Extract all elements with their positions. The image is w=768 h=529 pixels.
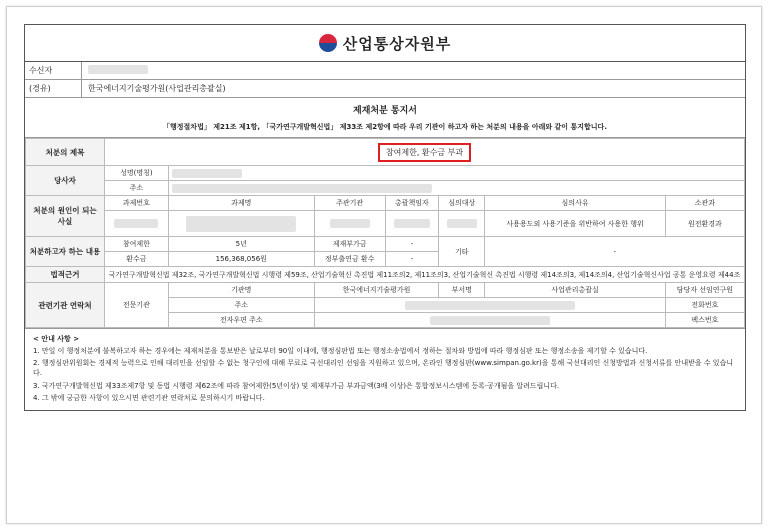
recipient-row <box>25 62 745 80</box>
cause-header-1: 과제명 <box>168 196 314 211</box>
sanction-title: 참여제한, 환수금 부과 <box>378 143 471 162</box>
cause-header-6: 소관과 <box>665 196 744 211</box>
other-value: - <box>485 237 745 267</box>
contact-address-label: 주소 <box>168 298 314 313</box>
dept-label: 부서명 <box>439 283 485 298</box>
redacted-lead-org <box>330 219 370 228</box>
party-name-label: 성명(명칭) <box>105 166 169 181</box>
phone-label: 전화번호 <box>665 298 744 313</box>
notes-title: < 안내 사항 > <box>33 335 80 343</box>
email-label: 전자우편 주소 <box>168 313 314 328</box>
redacted-party-name <box>172 169 242 178</box>
content-section-label: 처분하고자 하는 내용 <box>26 237 105 267</box>
law-section-label: 법적근거 <box>26 267 105 283</box>
redacted-party-address <box>172 184 432 193</box>
ministry-name: 산업통상자원부 <box>342 34 452 53</box>
redacted-project-number <box>114 219 158 228</box>
redacted-recipient <box>88 65 148 74</box>
law-text: 국가연구개발혁신법 제32조, 국가연구개발혁신법 시행령 제59조, 산업기술혁신 촉진법 제11조의2, 제11조의3, 산업기술혁신 촉진법 시행령 제14조의3, 제14조의4, 산업기술혁신사업 공통 운영요령 제44조 <box>105 267 745 283</box>
government-emblem-icon <box>319 34 337 52</box>
cause-section-label: 처분의 원인이 되는 사실 <box>26 196 105 237</box>
intro-text: 「행정절차법」 제21조 제1항, 「국가연구개발혁신법」 제33조 제2항에 따라 우리 기관이 하고자 하는 처분의 내용을 아래와 같이 통지합니다. <box>25 119 745 138</box>
contact-section-label: 관련기관 연락처 <box>26 283 105 328</box>
cause-header-2: 주관기관 <box>314 196 385 211</box>
cause-header-0: 과제번호 <box>105 196 169 211</box>
note-item: 2. 행정심판위원회는 경제적 능력으로 인해 대리인을 선임할 수 없는 청구인에 대해 무료로 국선대리인 선임을 지원하고 있으며, 온라인 행정심판(www.simpan.go.kr)을 통해 국선대리인 신청방법과 신청서류를 안내받을 수 있습니다. <box>33 359 734 378</box>
refund-value: 156,368,056원 <box>168 252 314 267</box>
document-title: 제재처분 통지서 <box>353 106 417 116</box>
redacted-email <box>430 316 550 325</box>
manager-label: 담당자 <box>676 286 697 294</box>
gov-refund-value: - <box>385 252 439 267</box>
recipient-label: 수신자 <box>25 62 82 79</box>
gov-refund-label: 정부출연금 환수 <box>314 252 385 267</box>
note-item: 1. 만일 이 행정처분에 불복하고자 하는 경우에는 제재처분을 통보받은 날로부터 90일 이내에, 행정심판법 또는 행정소송법에서 정하는 절차와 방법에 따라 행정심판 또는 행정소송을 제기할 수 있습니다. <box>33 347 648 356</box>
party-section-label: 당사자 <box>26 166 105 196</box>
other-label: 기타 <box>439 237 485 267</box>
org-value: 한국에너지기술평가원 <box>314 283 438 298</box>
redacted-target <box>447 219 477 228</box>
cause-header-5: 심의사유 <box>485 196 665 211</box>
fax-label: 팩스번호 <box>665 313 744 328</box>
party-address-label: 주소 <box>105 181 169 196</box>
redacted-project-name <box>186 216 296 232</box>
expert-agency-label: 전문기관 <box>105 283 169 328</box>
note-item: 4. 그 밖에 궁금한 사항이 있으시면 관련기관 연락처로 문의하시기 바랍니다. <box>33 393 265 402</box>
via-value: 한국에너지기술평가원(사업관리총괄실) <box>88 84 226 93</box>
via-row <box>25 80 745 98</box>
participation-label: 참여제한 <box>105 237 169 252</box>
org-label: 기관명 <box>168 283 314 298</box>
via-label: (경유) <box>25 80 82 97</box>
note-item: 3. 국가연구개발혁신법 제33조제7항 및 동법 시행령 제62조에 따라 참여제한(5년이상) 및 제재부가금 부과금액(3배 이상)은 통합정보시스템에 등록·공개됨을 알려드립니다. <box>33 381 560 390</box>
refund-label: 환수금 <box>105 252 169 267</box>
cause-header-4: 심의대상 <box>439 196 485 211</box>
redacted-contact-address <box>405 301 575 310</box>
cause-dept: 원전환경과 <box>665 211 744 237</box>
redacted-lead-researcher <box>394 219 430 228</box>
title-section-label: 처분의 제목 <box>26 139 105 166</box>
dept-value: 사업관리총괄실 <box>485 283 665 298</box>
sanction-table <box>25 138 745 328</box>
guidance-notes <box>25 328 745 410</box>
sanction-notice <box>24 24 746 411</box>
surcharge-value: - <box>385 237 439 252</box>
manager-value: 선임연구원 <box>699 286 734 294</box>
letterhead <box>25 25 745 62</box>
cause-reason: 사용용도외 사용기준을 위반하여 사용한 행위 <box>485 211 665 237</box>
participation-value: 5년 <box>168 237 314 252</box>
cause-header-3: 총괄책임자 <box>385 196 439 211</box>
surcharge-label: 제재부가금 <box>314 237 385 252</box>
